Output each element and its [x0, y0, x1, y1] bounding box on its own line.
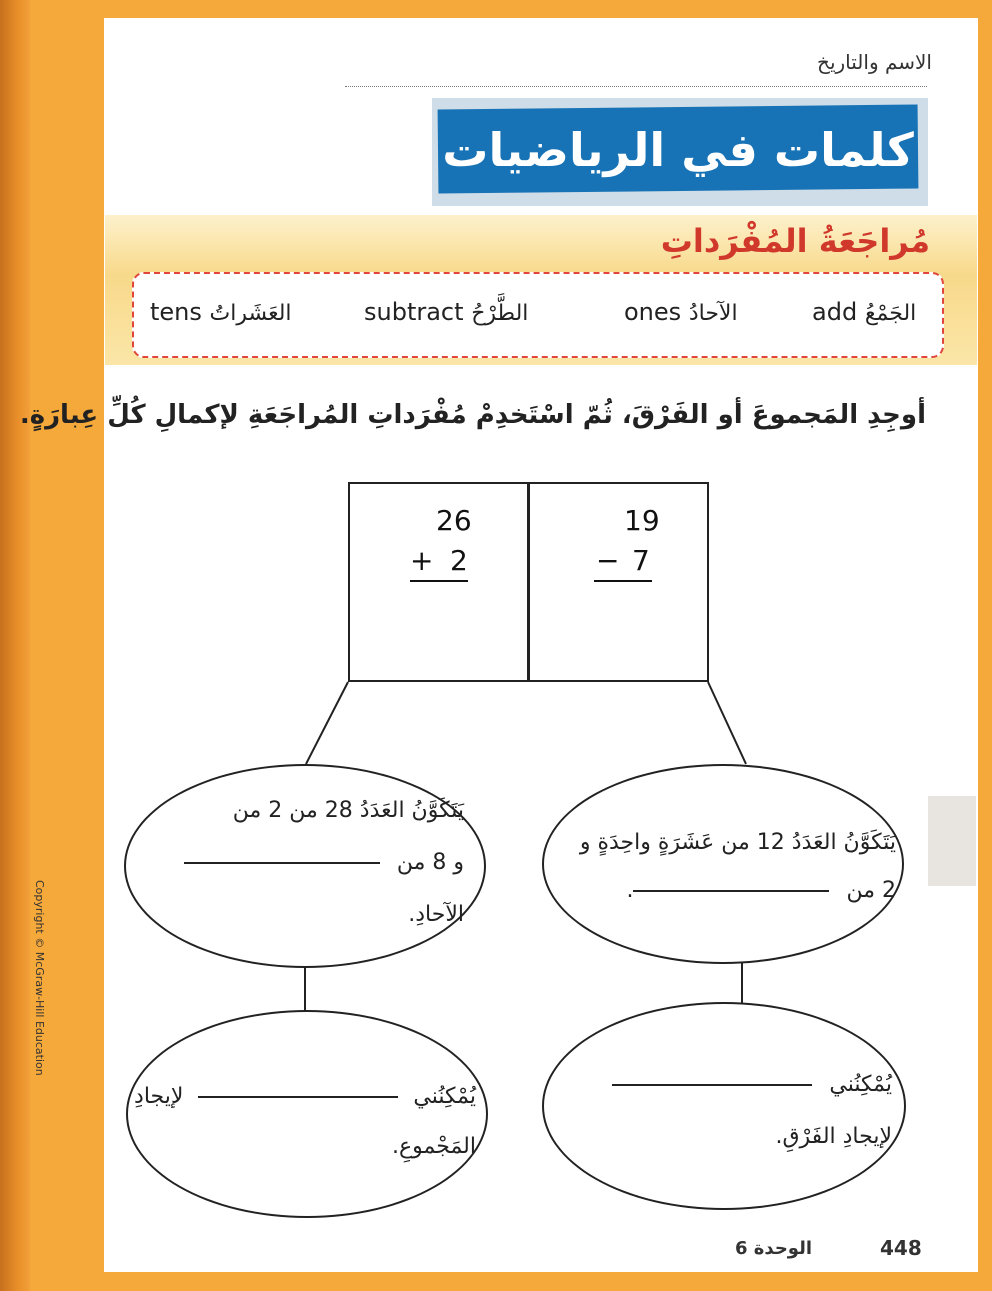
oval-lb-line1-start: يُمْكِنُني	[413, 1084, 476, 1109]
oval-addition-strategy	[126, 1010, 488, 1218]
addition-top: 26	[436, 504, 472, 537]
oval-rb-line1	[612, 1072, 892, 1097]
oval-rt-line2-text: 2 من	[846, 878, 896, 903]
vocab-en: add	[812, 298, 858, 326]
oval-lb-line1	[134, 1084, 476, 1109]
addition-bottom: 2	[450, 544, 468, 577]
page-number: 448	[880, 1236, 922, 1260]
instruction-text: أوجِدِ المَجموعَ أو الفَرْقَ، ثُمّ اسْتَخدِمْ مُفْرَداتِ المُراجَعَةِ لإكمالِ كُلِّ عِبارَةٍ.	[19, 400, 926, 430]
subtraction-operator: −	[596, 544, 620, 577]
unit-label: الوحدة 6	[735, 1238, 813, 1259]
oval-rt-line2	[626, 878, 896, 903]
copyright-notice: Copyright © McGraw-Hill Education	[33, 880, 46, 1076]
oval-lt-line2	[184, 850, 464, 875]
name-date-label: الاسم والتاريخ	[817, 50, 932, 74]
oval-lb-line1-end: لإيجادِ	[134, 1084, 184, 1109]
oval-lt-line3: الآحادِ.	[408, 902, 464, 927]
addition-operator: +	[410, 544, 434, 577]
answer-blank[interactable]	[198, 1096, 398, 1098]
oval-rt-line1: يَتَكَوَّنُ العَدَدُ 12 من عَشَرَةٍ واحِدَةٍ و	[579, 830, 896, 855]
answer-blank[interactable]	[612, 1084, 812, 1086]
oval-rb-line2: لإيجادِ الفَرْقِ.	[775, 1124, 892, 1149]
oval-lt-line1: يَتَكَوَّنُ العَدَدُ 28 من 2 من	[232, 798, 464, 823]
oval-subtraction-strategy	[542, 1002, 906, 1210]
subtraction-bottom: 7	[632, 544, 650, 577]
oval-subtraction-place-value	[542, 764, 904, 964]
vocab-en: ones	[624, 298, 682, 326]
page-title: كلمات في الرياضيات	[442, 123, 914, 177]
vocab-heading: مُراجَعَةُ المُفْرَداتِ	[660, 222, 930, 260]
oval-lt-line2-text: و 8 من	[396, 850, 464, 875]
vocab-ar: الطَّرْحُ	[471, 301, 529, 326]
oval-rt-line2-period: .	[626, 878, 634, 903]
oval-lb-line2: المَجْموعِ.	[392, 1134, 476, 1159]
vocab-ar: الجَمْعُ	[864, 301, 917, 326]
answer-blank[interactable]	[633, 890, 829, 892]
vocab-en: subtract	[364, 298, 464, 326]
subtraction-top: 19	[624, 504, 660, 537]
vocab-ar: الآحادُ	[688, 301, 738, 326]
answer-blank[interactable]	[184, 862, 380, 864]
oval-rb-line1-start: يُمْكِنُني	[829, 1072, 892, 1097]
vocab-en: tens	[150, 298, 202, 326]
vocab-ar: العَشَراتُ	[209, 301, 292, 326]
